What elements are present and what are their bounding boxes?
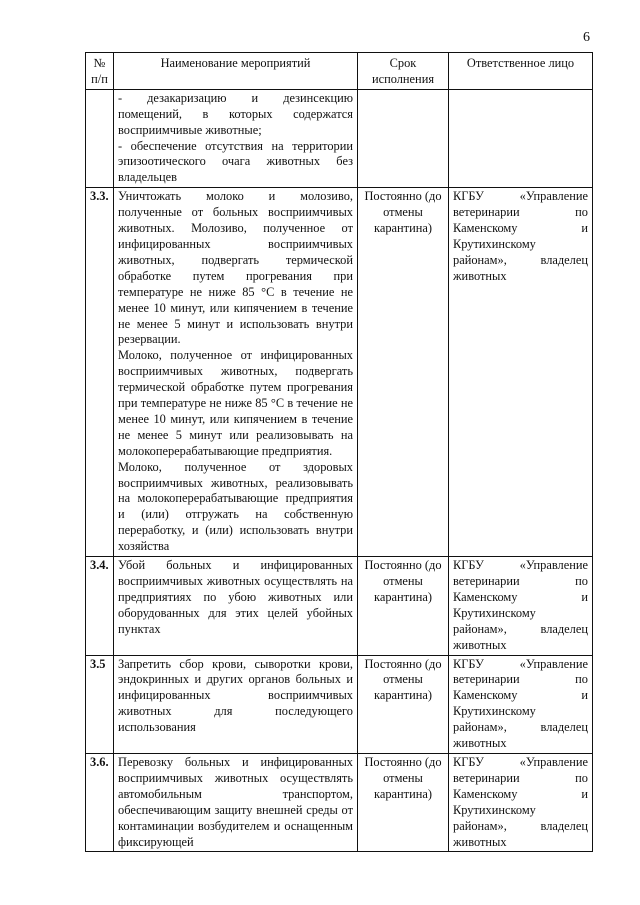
row-number xyxy=(86,89,114,187)
row-paragraph: Запретить сбор крови, сыворотки крови, эндокринных и других органов больных и инфицированных восприимчивых животных для последующего использования xyxy=(118,656,353,735)
header-term: Срок исполнения xyxy=(358,53,449,90)
row-term: Постоянно (до отмены карантина) xyxy=(358,188,449,557)
row-paragraph: Молоко, полученное от здоровых восприимчивых животных, реализовывать на молокоперерабатывающие предприятия и (или) отгружать на собственную переработку, и (или) использовать внутри хозяйства xyxy=(118,459,353,554)
row-responsible xyxy=(449,89,593,187)
row-number: 3.6. xyxy=(86,753,114,851)
header-name: Наименование мероприятий xyxy=(114,53,358,90)
row-term: Постоянно (до отмены карантина) xyxy=(358,655,449,753)
row-description xyxy=(114,655,358,753)
row-responsible: КГБУ «Управление ветеринарии по Каменскому и Крутихинскому районам», владелец животных xyxy=(449,753,593,851)
row-term xyxy=(358,89,449,187)
row-term: Постоянно (до отмены карантина) xyxy=(358,557,449,655)
row-responsible: КГБУ «Управление ветеринарии по Каменскому и Крутихинскому районам», владелец животных xyxy=(449,188,593,557)
row-responsible: КГБУ «Управление ветеринарии по Каменскому и Крутихинскому районам», владелец животных xyxy=(449,557,593,655)
table-header-row xyxy=(86,53,593,90)
table-row xyxy=(86,655,593,753)
row-paragraph: Убой больных и инфицированных восприимчивых животных осуществлять на предприятиях по убою животных или оборудованных для этих целей убойных пунктах xyxy=(118,558,353,636)
row-description xyxy=(114,753,358,851)
row-description xyxy=(114,557,358,655)
measures-table xyxy=(85,52,593,852)
row-description xyxy=(114,89,358,187)
page-number: 6 xyxy=(583,30,590,45)
row-paragraph: Перевозку больных и инфицированных восприимчивых животных осуществлять автомобильным транспортом, обеспечивающим защиту внешней среды от контаминации возбудителем и оснащенным фиксирующей xyxy=(118,754,353,849)
header-responsible: Ответственное лицо xyxy=(449,53,593,90)
table-row xyxy=(86,753,593,851)
table-row xyxy=(86,89,593,187)
row-term: Постоянно (до отмены карантина) xyxy=(358,753,449,851)
row-number: 3.5 xyxy=(86,655,114,753)
row-paragraph: Молоко, полученное от инфицированных восприимчивых животных, подвергать термической обработке путем прогревания при температуре не ниже 85 °С в течение не менее 10 минут, или кипячением в течение не менее 5 минут или реализовывать на молокоперерабатывающие предприятия. xyxy=(118,348,353,458)
table-row xyxy=(86,557,593,655)
row-description xyxy=(114,188,358,557)
row-number: 3.4. xyxy=(86,557,114,655)
row-paragraph: - дезакаризацию и дезинсекцию помещений, в которых содержатся восприимчивые животные; xyxy=(118,90,353,137)
row-number: 3.3. xyxy=(86,188,114,557)
header-num: № п/п xyxy=(86,53,114,90)
row-responsible: КГБУ «Управление ветеринарии по Каменскому и Крутихинскому районам», владелец животных xyxy=(449,655,593,753)
table-row xyxy=(86,188,593,557)
row-paragraph: Уничтожать молоко и молозиво, полученные от больных восприимчивых животных. Молозиво, полученное от инфицированных восприимчивых животных, подвергать термической обработке путем прогревания при температуре не ниже 85 °С в течение не менее 10 минут, или кипячением в течение не менее 5 минут и использовать внутри резервации. xyxy=(118,189,353,347)
row-paragraph: - обеспечение отсутствия на территории эпизоотического очага животных без владельцев xyxy=(118,138,353,185)
